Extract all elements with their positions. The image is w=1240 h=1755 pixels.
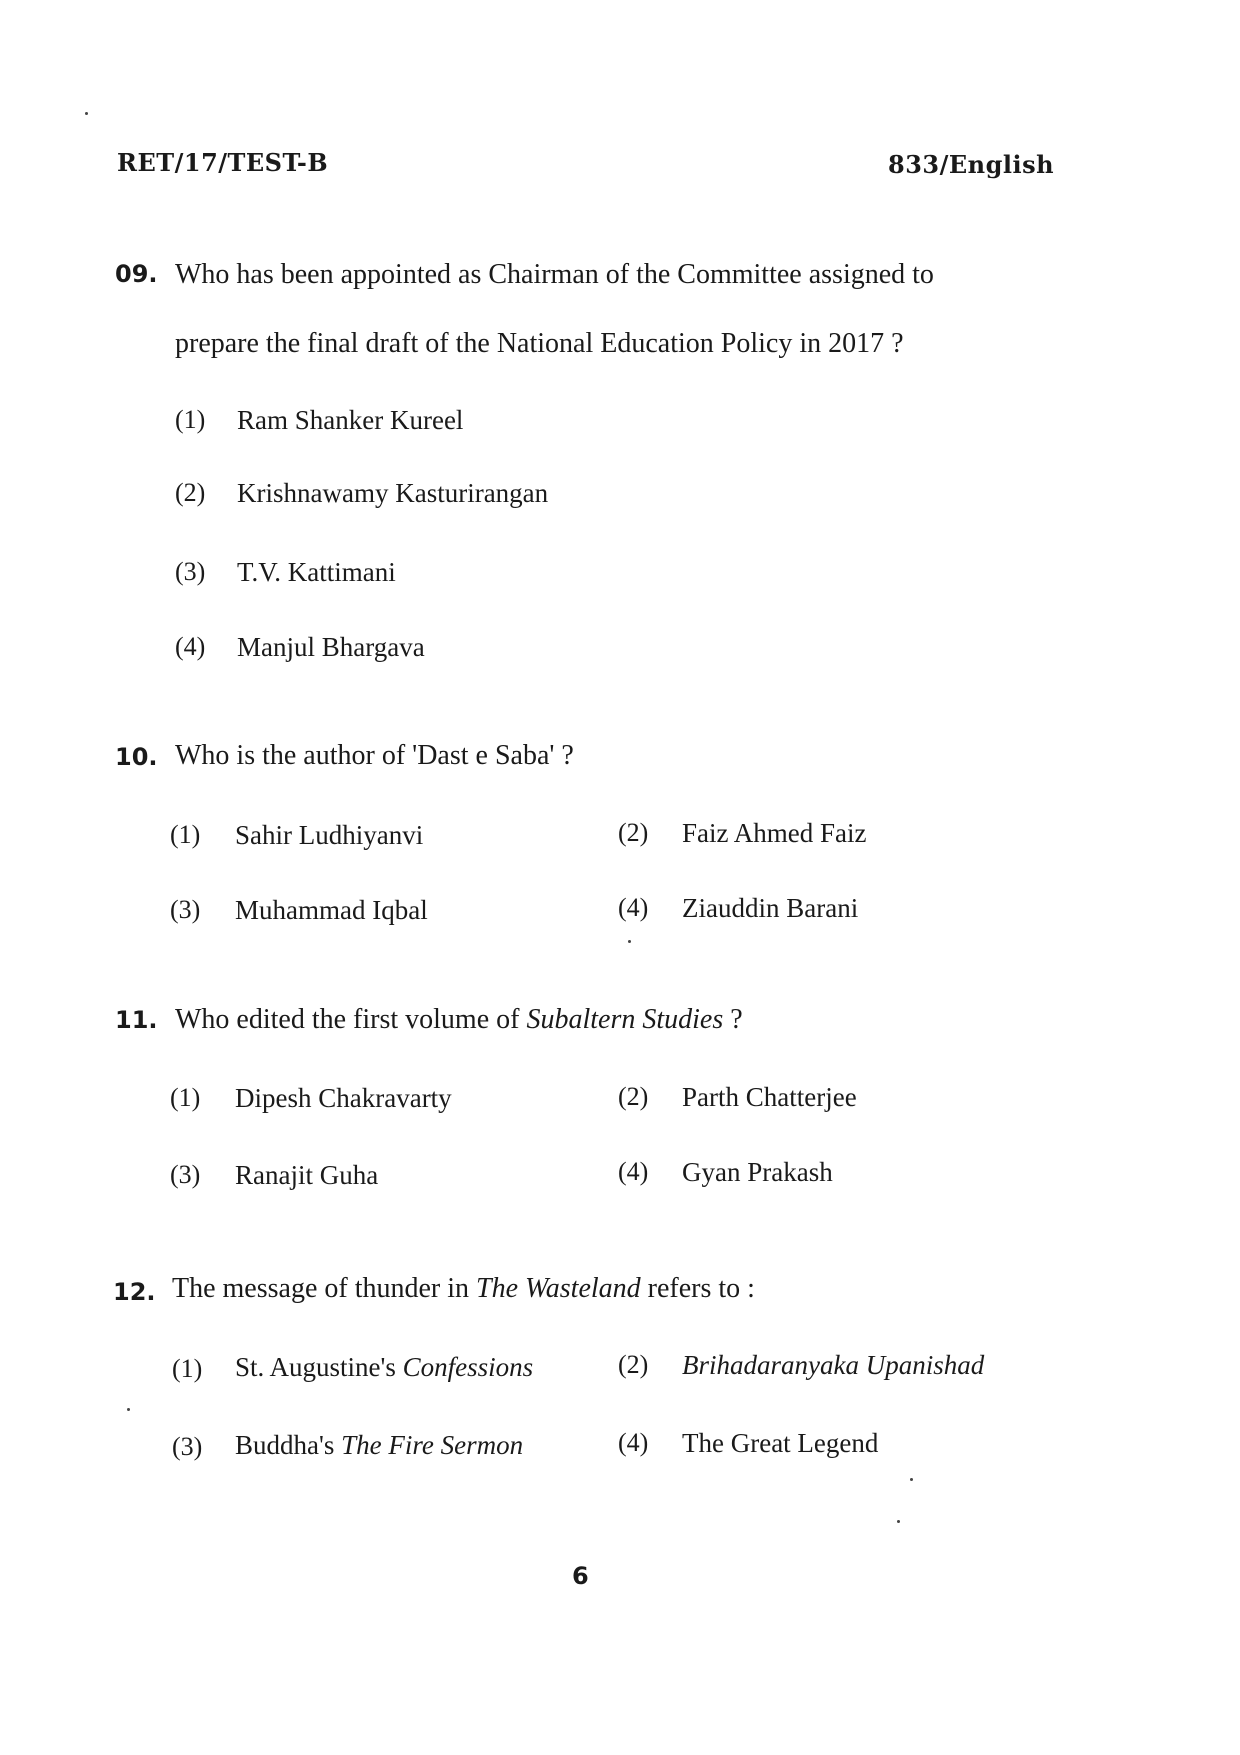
subject-code: 833/English — [888, 150, 1055, 179]
scan-speck — [910, 1478, 913, 1481]
option-text: Gyan Prakash — [682, 1157, 833, 1187]
option-number: (1) — [175, 405, 206, 434]
option-number: (3) — [175, 557, 206, 586]
book-title: The Fire Sermon — [341, 1430, 524, 1460]
question-number: 12. — [113, 1278, 156, 1306]
question-number: 09. — [115, 260, 158, 288]
option-number: (1) — [170, 820, 201, 849]
scan-speck — [628, 940, 631, 943]
question-text-prefix: The message of thunder in — [172, 1273, 477, 1304]
option-number: (4) — [618, 893, 649, 922]
scan-speck — [85, 112, 88, 115]
option-text: Ziauddin Barani — [682, 893, 859, 923]
option-text: Sahir Ludhiyanvi — [235, 820, 424, 850]
option-number: (4) — [175, 632, 206, 661]
option-text — [235, 1430, 523, 1461]
option-text: Dipesh Chakravarty — [235, 1083, 452, 1113]
question-text-line — [172, 1275, 755, 1303]
book-title: Confessions — [402, 1352, 534, 1382]
option-text: The Great Legend — [682, 1428, 879, 1458]
option-text-plain: Buddha's — [235, 1430, 342, 1460]
option-text: Ranajit Guha — [235, 1160, 379, 1190]
question-text-line — [175, 1006, 743, 1034]
question-text-line: prepare the final draft of the National Education Policy in 2017 ? — [175, 328, 904, 359]
question-number: 10. — [115, 743, 158, 771]
question-text-line: Who is the author of 'Dast e Saba' ? — [175, 740, 574, 771]
question-text-prefix: Who edited the first volume of — [175, 1004, 527, 1035]
option-number: (1) — [170, 1083, 201, 1112]
option-text: Manjul Bhargava — [237, 632, 425, 662]
question-number: 11. — [115, 1006, 158, 1034]
question-text-suffix: ? — [723, 1004, 743, 1035]
option-number: (2) — [618, 1350, 649, 1379]
option-number: (3) — [170, 1160, 201, 1189]
option-text-plain: St. Augustine's — [235, 1352, 403, 1382]
option-text: Faiz Ahmed Faiz — [682, 818, 867, 848]
option-number: (2) — [618, 1082, 649, 1111]
option-number: (4) — [618, 1157, 649, 1186]
option-number: (4) — [618, 1428, 649, 1457]
book-title: The Wasteland — [476, 1273, 641, 1304]
option-number: (3) — [172, 1432, 203, 1461]
question-text-suffix: refers to : — [640, 1273, 755, 1304]
option-text: Ram Shanker Kureel — [237, 405, 464, 435]
option-number: (1) — [172, 1354, 203, 1383]
option-number: (3) — [170, 895, 201, 924]
test-code: RET/17/TEST-B — [117, 148, 329, 177]
scan-speck — [897, 1520, 900, 1523]
option-text: Krishnawamy Kasturirangan — [237, 478, 549, 508]
option-text — [235, 1352, 533, 1383]
scan-speck — [127, 1408, 130, 1411]
page-number: 6 — [572, 1562, 589, 1590]
option-number: (2) — [175, 478, 206, 507]
option-text: Muhammad Iqbal — [235, 895, 428, 925]
option-number: (2) — [618, 818, 649, 847]
option-text: Parth Chatterjee — [682, 1082, 857, 1112]
option-text: T.V. Kattimani — [237, 557, 396, 587]
question-text-line: Who has been appointed as Chairman of the Committee assigned to — [175, 259, 934, 290]
book-title: Subaltern Studies — [526, 1004, 724, 1035]
option-text: Brihadaranyaka Upanishad — [682, 1350, 985, 1380]
